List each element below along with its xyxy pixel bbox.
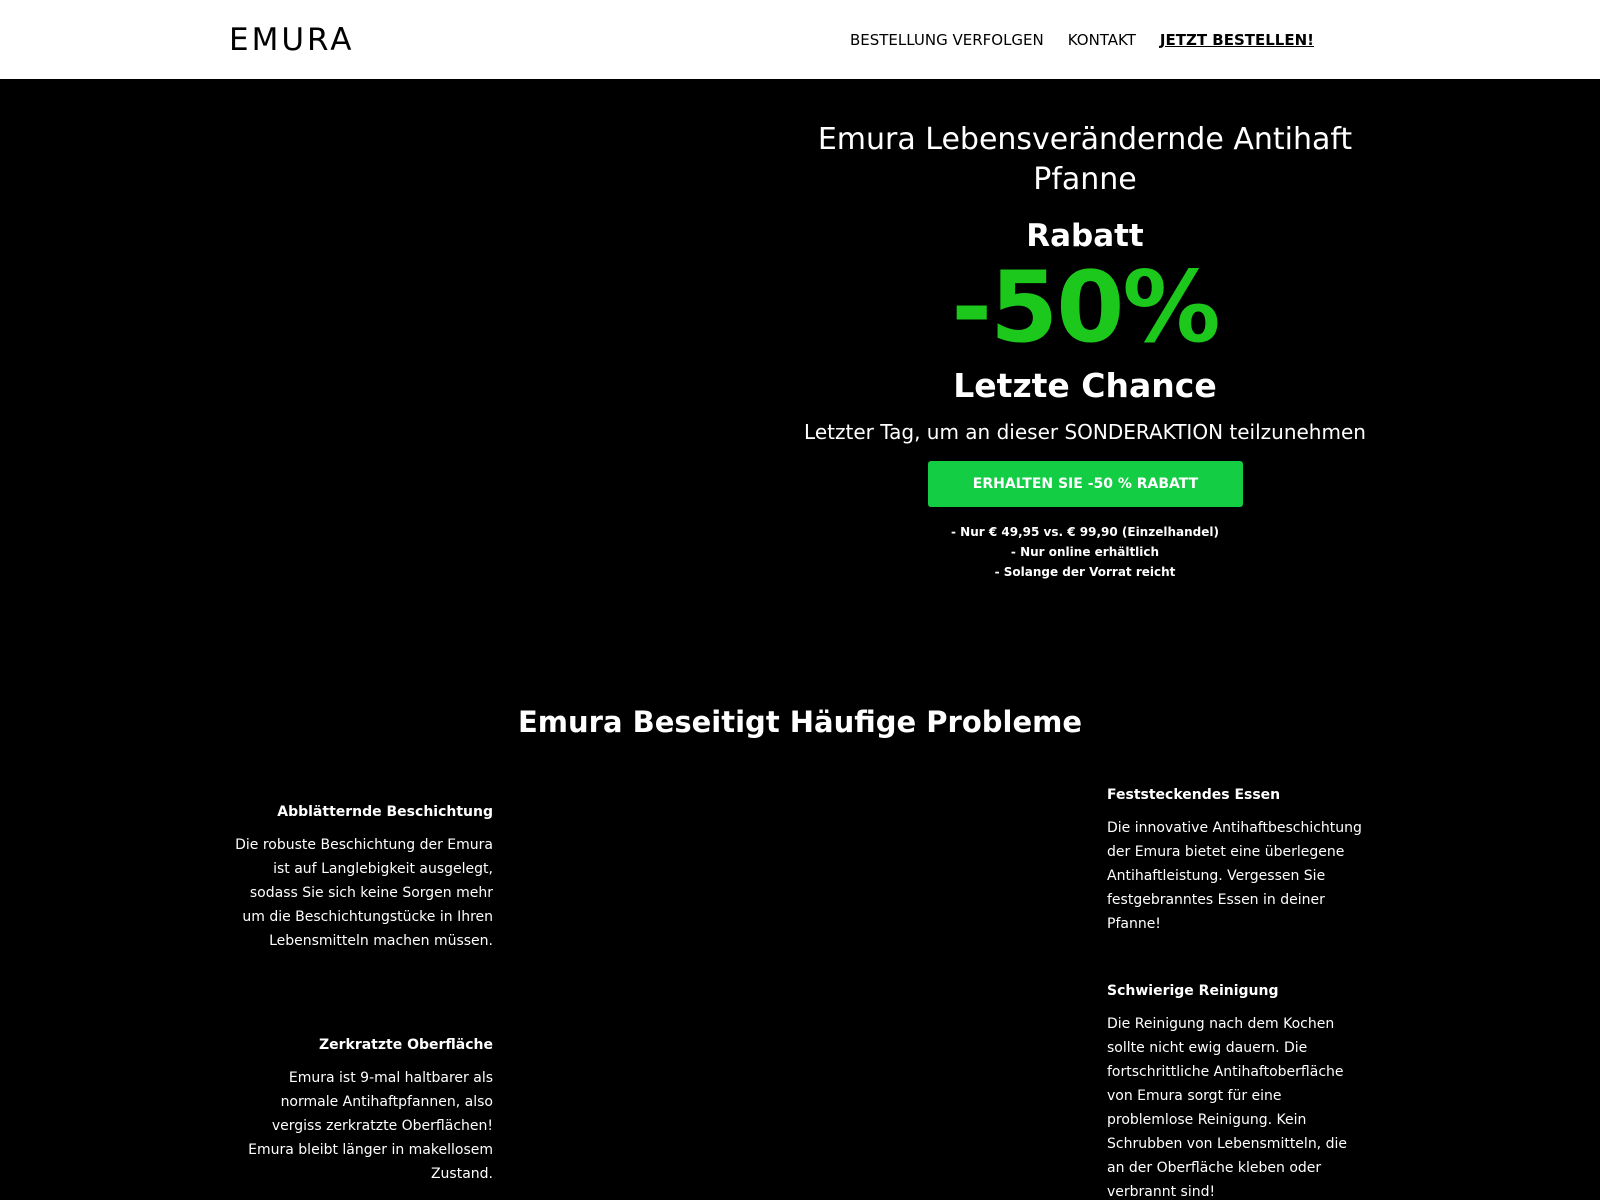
hero-last-chance: Letzte Chance	[953, 366, 1217, 405]
nav-order-now-link[interactable]: JETZT BESTELLEN!	[1159, 31, 1314, 49]
offer-bullet-online: - Nur online erhältlich	[1010, 545, 1160, 559]
hero-subtitle: Letzter Tag, um an dieser SONDERAKTION teilzunehmen	[804, 420, 1366, 444]
hero-title: Emura Lebensverändernde Antihaft Pfanne	[817, 122, 1353, 197]
top-navigation-bar	[0, 0, 1600, 79]
emura-logo[interactable]: EMURA	[229, 22, 355, 58]
main-nav	[850, 30, 1314, 50]
hero-discount-label: Rabatt	[1026, 218, 1144, 254]
feature-text: Emura ist 9-mal haltbarer als normale Antihaftpfannen, also vergiss zerkratzte Oberflächen! Emura bleibt länger in makellosem Zustand.	[248, 1070, 493, 1182]
get-discount-button[interactable]: ERHALTEN SIE -50 % RABATT	[928, 461, 1243, 507]
feature-title: Feststeckendes Essen	[1107, 787, 1281, 803]
feature-title: Schwierige Reinigung	[1107, 983, 1279, 999]
offer-bullet-price: - Nur € 49,95 vs. € 99,90 (Einzelhandel)	[951, 525, 1219, 539]
feature-title: Abblätternde Beschichtung	[277, 804, 493, 820]
feature-title: Zerkratzte Oberfläche	[318, 1037, 493, 1053]
hero-discount-percent: -50%	[951, 251, 1219, 365]
nav-track-order-link[interactable]: BESTELLUNG VERFOLGEN	[849, 31, 1044, 49]
problems-section-title: Emura Beseitigt Häufige Probleme	[517, 705, 1083, 739]
feature-scratched-surface	[235, 1035, 493, 1186]
offer-bullet-list	[785, 522, 1385, 582]
feature-text: Die Reinigung nach dem Kochen sollte nicht ewig dauern. Die fortschrittliche Antihaftoberfläche von Emura sorgt für eine problemlose Reinigung. Kein Schrubben von Lebensmitteln, die an der Oberfläche kleben oder verbrannt sind!	[1107, 1016, 1347, 1200]
feature-text: Die robuste Beschichtung der Emura ist auf Langlebigkeit ausgelegt, sodass Sie sich keine Sorgen mehr um die Beschichtungstücke in Ihren Lebensmitteln machen müssen.	[235, 837, 493, 949]
offer-bullet-stock: - Solange der Vorrat reicht	[994, 565, 1176, 579]
nav-contact-link[interactable]: KONTAKT	[1067, 31, 1136, 49]
feature-text: Die innovative Antihaftbeschichtung der Emura bietet eine überlegene Antihaftleistung. Vergessen Sie festgebranntes Essen in deiner Pfanne!	[1107, 820, 1362, 932]
feature-difficult-cleaning	[1107, 981, 1365, 1200]
feature-peeling-coating	[235, 802, 493, 953]
feature-sticking-food	[1107, 785, 1365, 936]
